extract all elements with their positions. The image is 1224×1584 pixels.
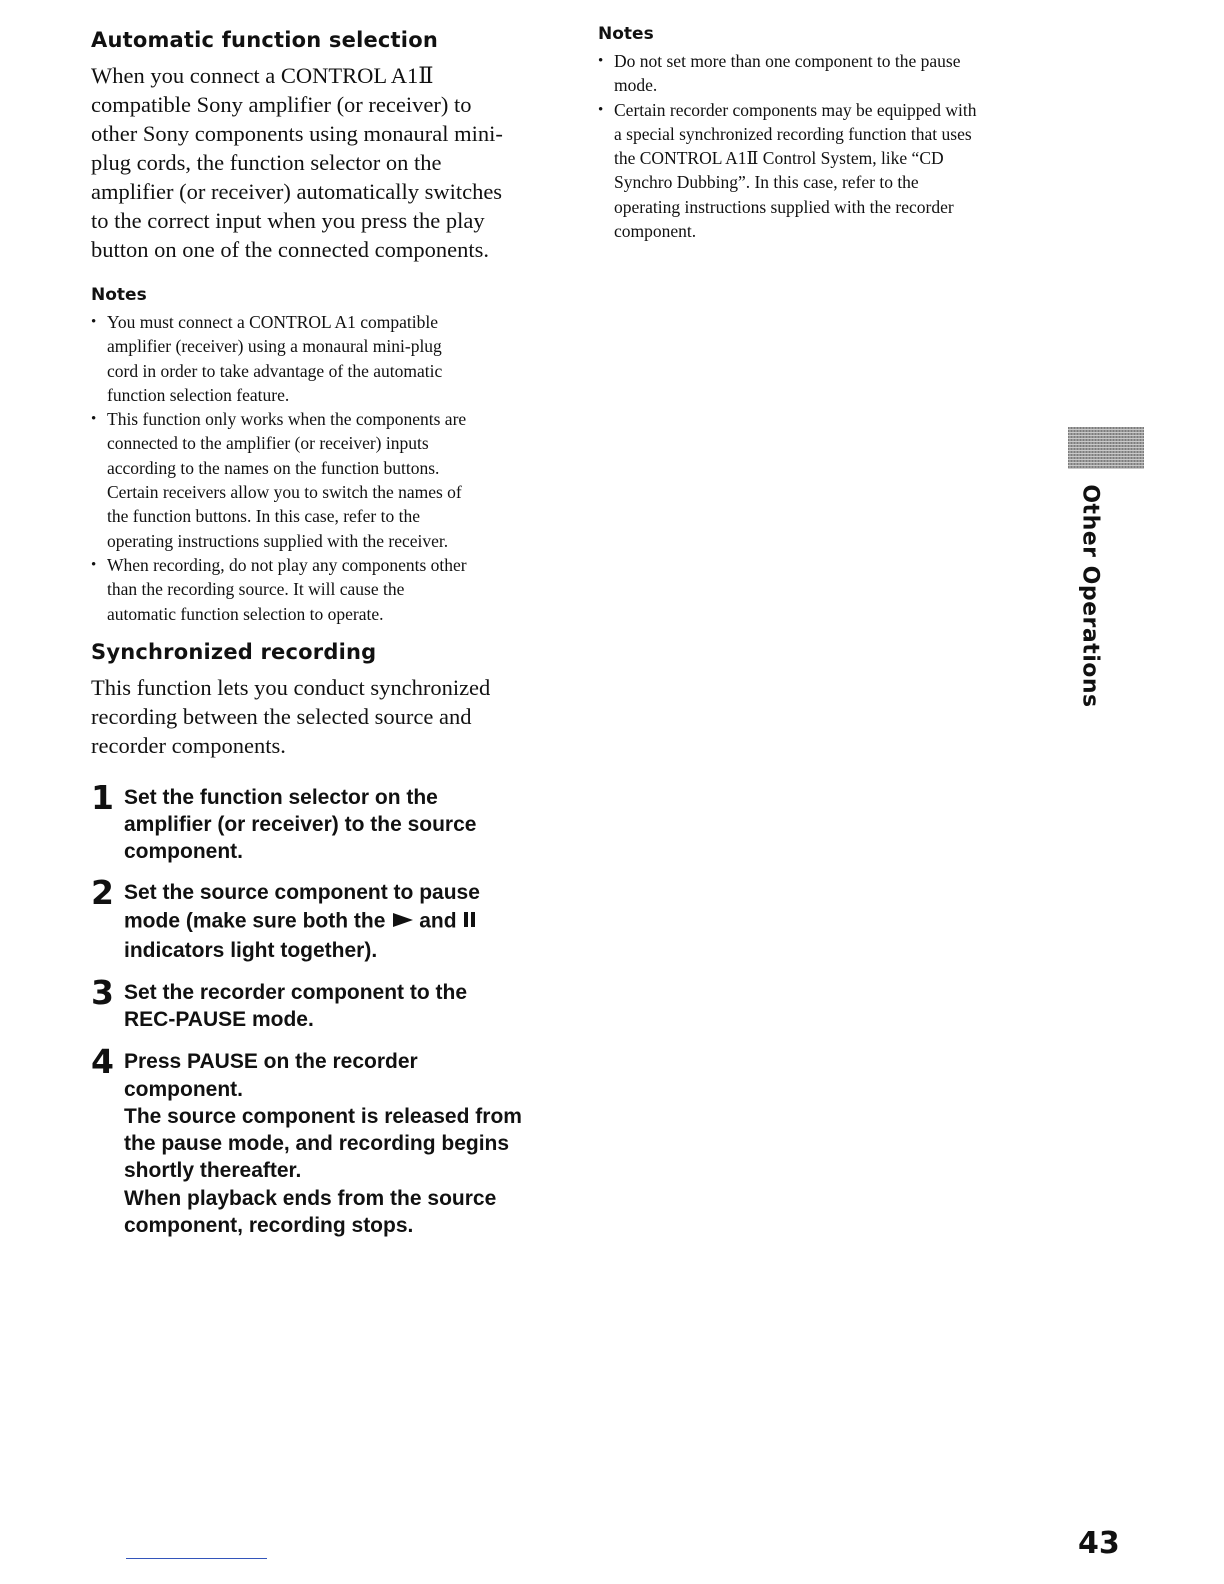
step-number: 1 <box>91 777 114 817</box>
step-number: 4 <box>91 1042 114 1082</box>
step-number: 3 <box>91 973 114 1013</box>
notes-heading-right: Notes <box>598 24 654 44</box>
paragraph-line: other Sony components using monaural mini- <box>91 121 503 146</box>
note-line: • This function only works when the components are <box>107 409 467 430</box>
section-side-tab <box>1060 486 1120 706</box>
note-line: automatic function selection to operate. <box>107 603 384 624</box>
note-line: amplifier (receiver) using a monaural mini-plug <box>107 336 442 357</box>
note-line: according to the names on the function buttons. <box>107 457 440 478</box>
play-triangle-icon <box>393 913 413 927</box>
paragraph-line: recorder components. <box>91 732 286 758</box>
step-line: indicators light together). <box>124 938 378 962</box>
synchronized-recording-paragraph <box>91 673 551 760</box>
right-column <box>598 24 1058 243</box>
note-item <box>598 98 1058 244</box>
section-side-tab-label: Other Operations <box>1077 484 1103 708</box>
step-line: Press PAUSE on the recorder <box>124 1050 418 1074</box>
note-line: Synchro Dubbing”. In this case, refer to the <box>614 172 919 193</box>
step-line: REC-PAUSE mode. <box>124 1008 314 1032</box>
step-line: When playback ends from the source <box>124 1186 497 1210</box>
note-item <box>91 407 551 553</box>
paragraph-line: button on one of the connected components. <box>91 237 490 262</box>
step-3 <box>91 973 551 1033</box>
note-item <box>598 49 1058 98</box>
step-number: 2 <box>91 873 114 913</box>
paragraph-line: compatible Sony amplifier (or receiver) to <box>91 92 472 117</box>
step-2 <box>91 873 551 964</box>
note-item <box>91 310 551 407</box>
step-line-with-icons <box>124 907 551 937</box>
step-text: mode (make sure both the <box>124 909 386 933</box>
pause-bars-icon <box>464 907 478 934</box>
note-line: the CONTROL A1Ⅱ Control System, like “CD <box>614 148 944 169</box>
section-tab-marker <box>1068 427 1144 469</box>
note-item <box>91 553 551 626</box>
note-line: the function buttons. In this case, refer to the <box>107 506 420 527</box>
step-line: Set the recorder component to the <box>124 981 468 1005</box>
step-line: shortly thereafter. <box>124 1159 302 1183</box>
note-line: mode. <box>614 75 658 96</box>
paragraph-line: amplifier (or receiver) automatically switches <box>91 179 503 204</box>
step-1 <box>91 777 551 866</box>
note-line: • When recording, do not play any components other <box>107 554 467 575</box>
paragraph-line: plug cords, the function selector on the <box>91 150 442 175</box>
step-line: component, recording stops. <box>124 1213 414 1237</box>
note-line: • You must connect a CONTROL A1 compatible <box>107 312 439 332</box>
step-text: and <box>419 909 457 933</box>
note-line: connected to the amplifier (or receiver) inputs <box>107 433 429 454</box>
step-line: Set the source component to pause <box>124 881 480 905</box>
step-line: the pause mode, and recording begins <box>124 1132 510 1156</box>
left-column <box>91 28 551 1239</box>
synchronized-recording-heading: Synchronized recording <box>91 639 377 664</box>
note-line: operating instructions supplied with the recorder <box>614 196 954 217</box>
notes-list-right <box>598 49 1058 243</box>
paragraph-line: This function lets you conduct synchronized <box>91 674 491 700</box>
note-line: than the recording source. It will cause the <box>107 579 405 600</box>
step-line: component. <box>124 1077 243 1101</box>
note-line: • Certain recorder components may be equipped with <box>614 99 977 120</box>
note-line: operating instructions supplied with the receiver. <box>107 530 449 551</box>
step-line: amplifier (or receiver) to the source <box>124 813 477 837</box>
note-line: • Do not set more than one component to the pause <box>614 51 961 71</box>
note-line: a special synchronized recording function that uses <box>614 123 972 144</box>
step-line: Set the function selector on the <box>124 785 438 809</box>
notes-heading-left: Notes <box>91 285 147 305</box>
paragraph-line: recording between the selected source and <box>91 703 472 729</box>
steps-list <box>91 777 551 1239</box>
page-number: 43 <box>1078 1526 1120 1561</box>
paragraph-line: When you connect a CONTROL A1Ⅱ <box>91 63 434 88</box>
automatic-function-selection-paragraph <box>91 61 551 264</box>
step-4 <box>91 1042 551 1238</box>
note-line: function selection feature. <box>107 384 290 405</box>
note-line: Certain receivers allow you to switch the names of <box>107 482 462 503</box>
note-line: cord in order to take advantage of the automatic <box>107 360 443 381</box>
notes-list-left <box>91 310 551 626</box>
automatic-function-selection-heading: Automatic function selection <box>91 28 438 52</box>
step-line: The source component is released from <box>124 1104 522 1128</box>
footer-rule <box>126 1558 267 1559</box>
note-line: component. <box>614 221 697 242</box>
paragraph-line: to the correct input when you press the play <box>91 208 485 233</box>
step-line: component. <box>124 840 243 864</box>
